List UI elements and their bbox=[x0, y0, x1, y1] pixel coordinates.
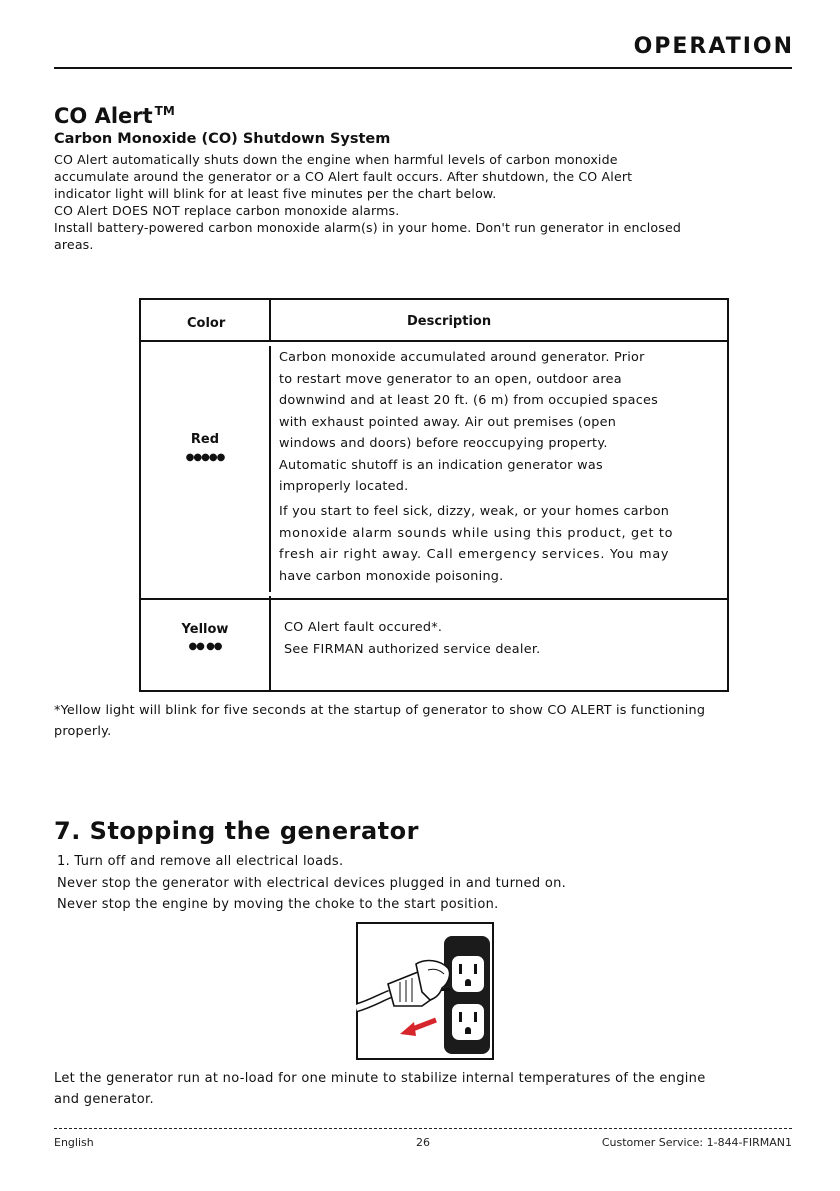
row-yellow-color-name: Yellow bbox=[181, 622, 229, 637]
co-alert-indicator-table bbox=[139, 298, 729, 692]
red-warning-line: have carbon monoxide poisoning. bbox=[279, 569, 504, 584]
trademark-mark: TM bbox=[154, 104, 175, 118]
red-warning-line: fresh air right away. Call emergency services. You may bbox=[279, 547, 670, 562]
intro-paragraph-line: accumulate around the generator or a CO Alert fault occurs. After shutdown, the CO Alert bbox=[54, 169, 633, 184]
intro-paragraph-line: CO Alert automatically shuts down the engine when harmful levels of carbon monoxide bbox=[54, 152, 618, 167]
yellow-description-line: CO Alert fault occured*. bbox=[284, 620, 443, 635]
table-header-description: Description bbox=[407, 314, 492, 329]
red-description-line: downwind and at least 20 ft. (6 m) from occupied spaces bbox=[279, 393, 659, 408]
table-header-color: Color bbox=[187, 316, 226, 331]
stopping-section-title: 7. Stopping the generator bbox=[54, 817, 419, 845]
intro-paragraph-line: areas. bbox=[54, 237, 94, 252]
footer-language: English bbox=[54, 1136, 94, 1149]
red-description-line: with exhaust pointed away. Air out premises (open bbox=[279, 415, 617, 430]
footer-customer-service: Customer Service: 1-844-FIRMAN1 bbox=[601, 1136, 792, 1149]
table-footnote-line: properly. bbox=[54, 724, 112, 739]
stopping-instruction-line: 1. Turn off and remove all electrical loads. bbox=[57, 854, 344, 869]
red-warning-line: monoxide alarm sounds while using this product, get to bbox=[279, 526, 674, 541]
yellow-description-line: See FIRMAN authorized service dealer. bbox=[284, 642, 541, 657]
intro-paragraph-line: indicator light will blink for at least five minutes per the chart below. bbox=[54, 186, 497, 201]
stopping-instruction-line: Never stop the engine by moving the choke to the start position. bbox=[57, 897, 499, 912]
table-column-divider bbox=[269, 300, 271, 690]
red-description-line: Automatic shutoff is an indication generator was bbox=[279, 458, 603, 473]
row-red-color-name: Red bbox=[190, 432, 220, 447]
intro-paragraph-line: Install battery-powered carbon monoxide alarm(s) in your home. Don't run generator in enclosed bbox=[54, 220, 681, 235]
red-description-line: Carbon monoxide accumulated around generator. Prior bbox=[279, 350, 645, 365]
co-alert-title bbox=[54, 104, 175, 128]
intro-paragraph-line: CO Alert DOES NOT replace carbon monoxide alarms. bbox=[54, 203, 400, 218]
stopping-outro-line: Let the generator run at no-load for one minute to stabilize internal temperatures of the engine bbox=[54, 1071, 706, 1086]
table-footnote-line: *Yellow light will blink for five seconds at the startup of generator to show CO ALERT is functioning bbox=[54, 703, 706, 718]
co-alert-title-text: CO Alert bbox=[54, 104, 153, 128]
header-divider bbox=[54, 67, 792, 69]
footer-divider bbox=[54, 1128, 792, 1129]
table-row-divider bbox=[141, 598, 727, 600]
red-warning-line: If you start to feel sick, dizzy, weak, or your homes carbon bbox=[279, 504, 670, 519]
red-blink-dots: ●●●●● bbox=[185, 452, 225, 463]
yellow-blink-dots: ●● ●● bbox=[188, 641, 222, 652]
stopping-instruction-line: Never stop the generator with electrical devices plugged in and turned on. bbox=[57, 876, 567, 891]
red-description-line: to restart move generator to an open, outdoor area bbox=[279, 372, 622, 387]
footer-page-number: 26 bbox=[416, 1136, 430, 1149]
section-header-title: OPERATION bbox=[633, 34, 794, 59]
unplug-cord-from-outlet-illustration bbox=[356, 922, 494, 1060]
red-description-line: improperly located. bbox=[279, 479, 409, 494]
stopping-outro-line: and generator. bbox=[54, 1092, 154, 1107]
co-alert-subtitle: Carbon Monoxide (CO) Shutdown System bbox=[54, 131, 391, 147]
red-description-line: windows and doors) before reoccupying property. bbox=[279, 436, 608, 451]
